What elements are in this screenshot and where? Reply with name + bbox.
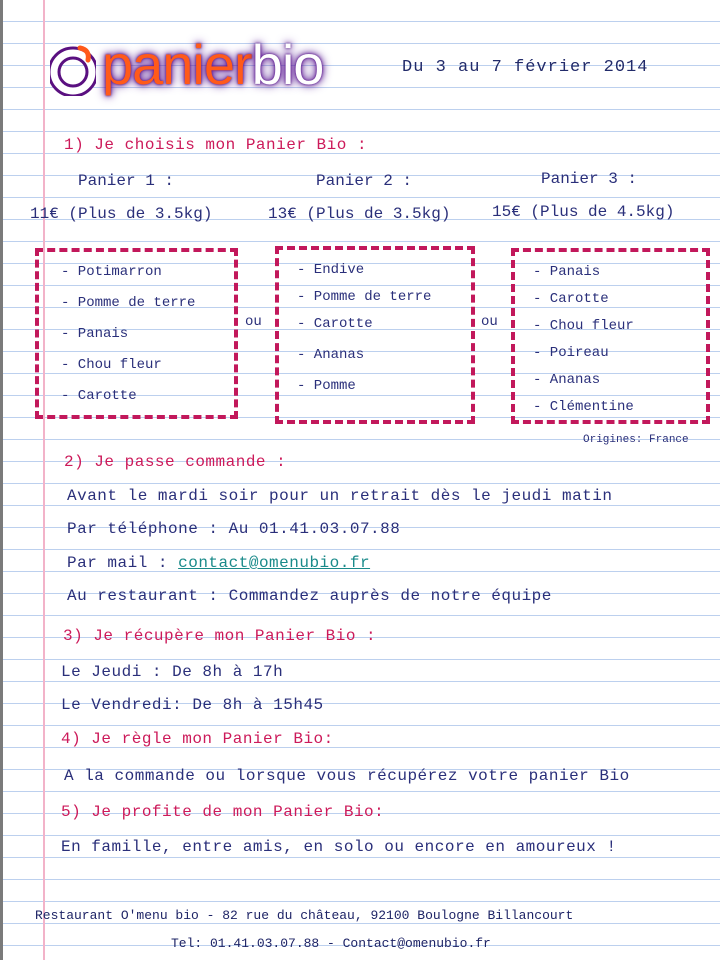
- panier2-price: 13€ (Plus de 3.5kg): [268, 205, 451, 223]
- panier1-title: Panier 1 :: [78, 172, 175, 190]
- panier3-title: Panier 3 :: [541, 170, 638, 188]
- payment-text: A la commande ou lorsque vous récupérez votre panier Bio: [64, 767, 630, 785]
- enjoy-text: En famille, entre amis, en solo ou encore en amoureux !: [61, 838, 617, 856]
- or-separator-1: ou: [245, 314, 262, 330]
- logo-word-panier: panier: [102, 33, 252, 96]
- panier2-item: - Pomme de terre: [297, 289, 432, 305]
- panier1-box: [35, 248, 238, 419]
- footer-contact: Tel: 01.41.03.07.88 - Contact@omenubio.fr: [171, 936, 491, 951]
- footer-address: Restaurant O'menu bio - 82 rue du château, 92100 Boulogne Billancourt: [35, 908, 574, 923]
- panier1-price: 11€ (Plus de 3.5kg): [30, 205, 213, 223]
- panier3-item: - Ananas: [533, 372, 601, 388]
- order-restaurant-text: Au restaurant : Commandez auprès de notre équipe: [67, 587, 552, 605]
- panier2-item: - Carotte: [297, 316, 373, 332]
- panier3-item: - Carotte: [533, 291, 609, 307]
- panier2-title: Panier 2 :: [316, 172, 413, 190]
- logo-word-bio: bio: [251, 33, 324, 96]
- panier2-box: [275, 246, 475, 424]
- contact-email-link[interactable]: contact@omenubio.fr: [178, 554, 371, 572]
- order-mail-line: [67, 554, 370, 572]
- panier1-item: - Panais: [61, 326, 129, 342]
- panier2-item: - Pomme: [297, 378, 356, 394]
- step3-title: 3) Je récupère mon Panier Bio :: [63, 627, 377, 645]
- order-mail-label: Par mail :: [67, 554, 179, 572]
- panier3-item: - Panais: [533, 264, 601, 280]
- panier3-item: - Poireau: [533, 345, 609, 361]
- or-separator-2: ou: [481, 314, 498, 330]
- panier3-box: [511, 248, 710, 424]
- panier3-price: 15€ (Plus de 4.5kg): [492, 203, 675, 221]
- panier1-item: - Chou fleur: [61, 357, 162, 373]
- panier3-item: - Clémentine: [533, 399, 634, 415]
- logo-wordmark: [102, 32, 323, 97]
- step4-title: 4) Je règle mon Panier Bio:: [61, 730, 334, 748]
- panier1-item: - Pomme de terre: [61, 295, 196, 311]
- panier1-item: - Potimarron: [61, 264, 162, 280]
- page-edge: [0, 0, 3, 960]
- panier1-item: - Carotte: [61, 388, 137, 404]
- order-phone-text: Par téléphone : Au 01.41.03.07.88: [67, 520, 401, 538]
- panierbio-logo: [44, 33, 370, 108]
- step5-title: 5) Je profite de mon Panier Bio:: [61, 803, 385, 821]
- origin-note: Origines: France: [583, 434, 689, 446]
- panier3-item: - Chou fleur: [533, 318, 634, 334]
- step1-title: 1) Je choisis mon Panier Bio :: [64, 136, 368, 154]
- date-range: Du 3 au 7 février 2014: [402, 58, 649, 77]
- pickup-friday-text: Le Vendredi: De 8h à 15h45: [61, 696, 324, 714]
- panier2-item: - Ananas: [297, 347, 365, 363]
- order-deadline-text: Avant le mardi soir pour un retrait dès le jeudi matin: [67, 487, 613, 505]
- panier2-item: - Endive: [297, 262, 365, 278]
- notebook-margin-line: [43, 0, 45, 960]
- pickup-thursday-text: Le Jeudi : De 8h à 17h: [61, 663, 284, 681]
- logo-o-icon: [50, 44, 96, 96]
- step2-title: 2) Je passe commande :: [64, 453, 287, 471]
